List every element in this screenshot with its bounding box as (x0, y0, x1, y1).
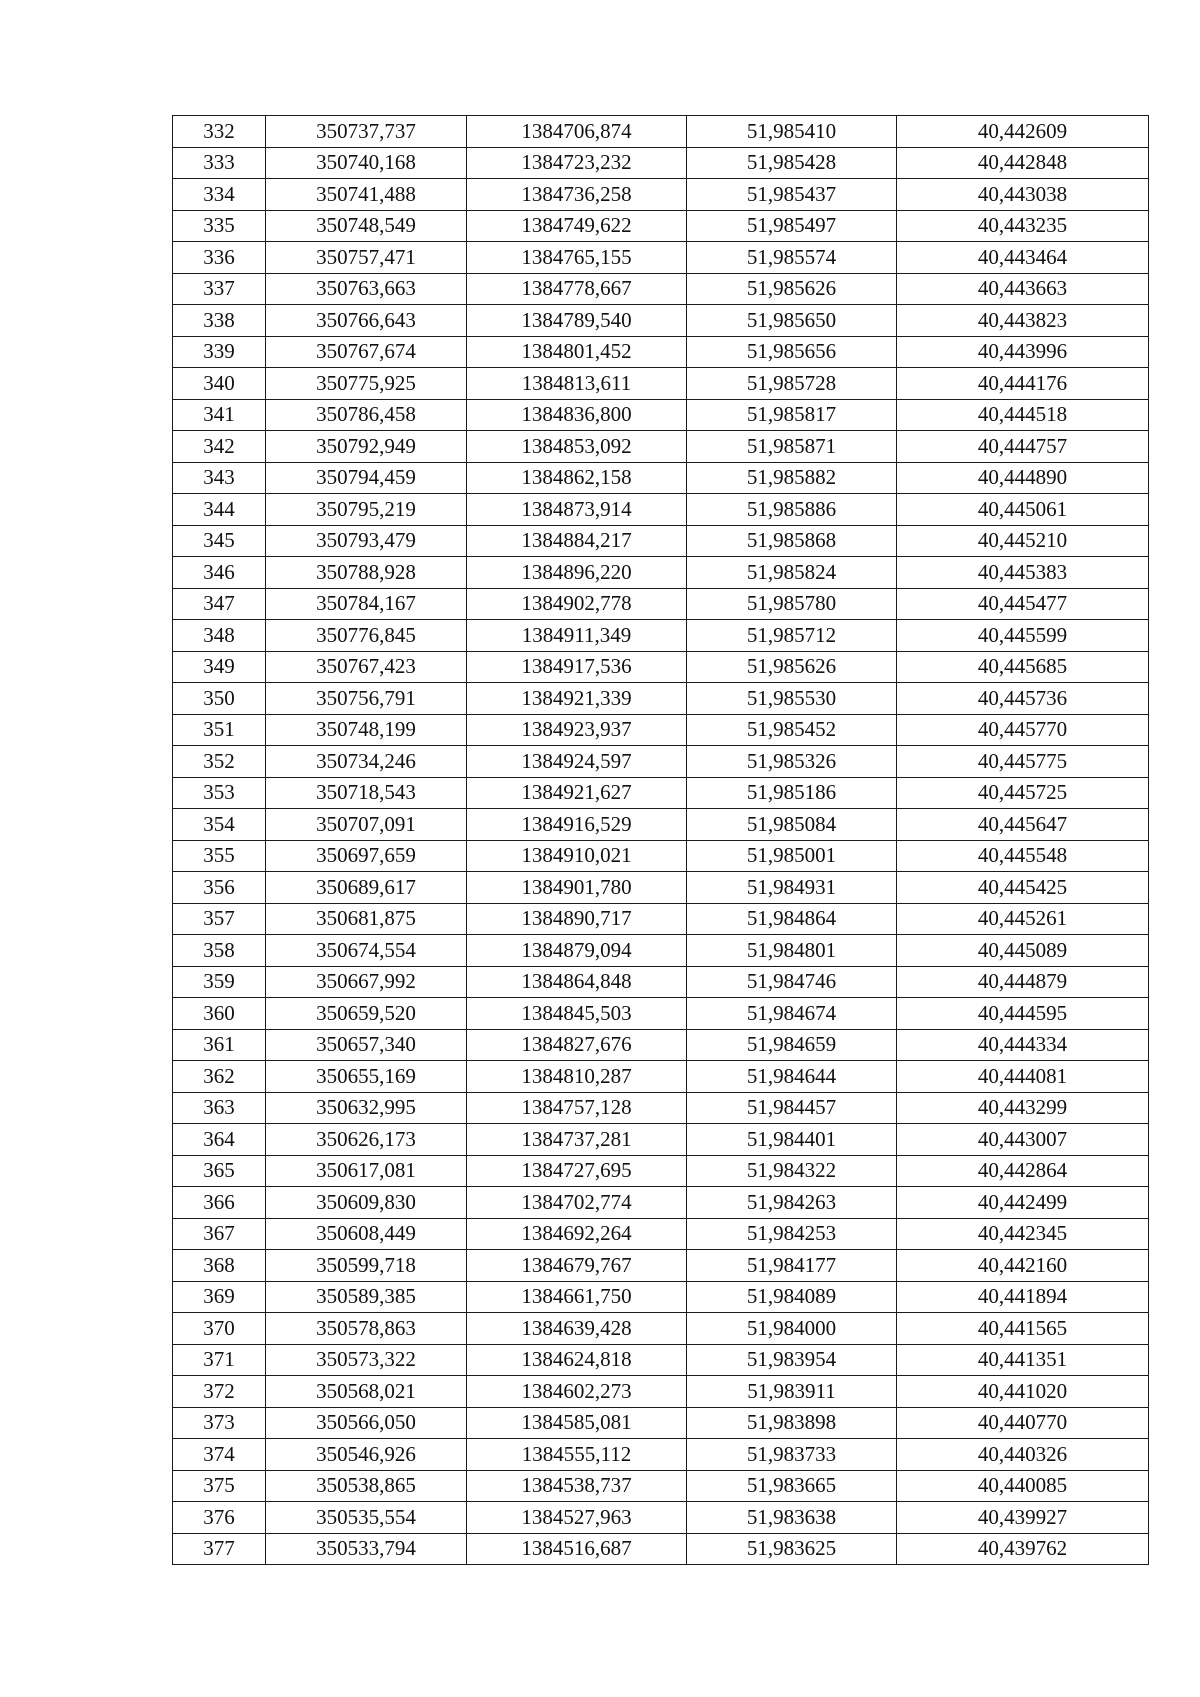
y-coordinate-cell: 1384757,128 (467, 1092, 687, 1124)
table-row (173, 714, 1149, 746)
longitude-cell: 40,445089 (897, 935, 1149, 967)
x-coordinate-cell: 350767,674 (266, 336, 467, 368)
point-number-cell: 355 (173, 840, 266, 872)
point-number-cell: 333 (173, 147, 266, 179)
longitude-cell: 40,440770 (897, 1407, 1149, 1439)
point-number-cell: 356 (173, 872, 266, 904)
y-coordinate-cell: 1384864,848 (467, 966, 687, 998)
point-number-cell: 357 (173, 903, 266, 935)
latitude-cell: 51,985882 (687, 462, 897, 494)
point-number-cell: 363 (173, 1092, 266, 1124)
x-coordinate-cell: 350794,459 (266, 462, 467, 494)
latitude-cell: 51,983733 (687, 1439, 897, 1471)
longitude-cell: 40,442848 (897, 147, 1149, 179)
x-coordinate-cell: 350766,643 (266, 305, 467, 337)
longitude-cell: 40,441894 (897, 1281, 1149, 1313)
point-number-cell: 364 (173, 1124, 266, 1156)
x-coordinate-cell: 350538,865 (266, 1470, 467, 1502)
latitude-cell: 51,984263 (687, 1187, 897, 1219)
point-number-cell: 366 (173, 1187, 266, 1219)
table-row (173, 1313, 1149, 1345)
table-row (173, 494, 1149, 526)
y-coordinate-cell: 1384538,737 (467, 1470, 687, 1502)
table-row (173, 1281, 1149, 1313)
point-number-cell: 371 (173, 1344, 266, 1376)
latitude-cell: 51,983665 (687, 1470, 897, 1502)
longitude-cell: 40,442499 (897, 1187, 1149, 1219)
table-row (173, 746, 1149, 778)
latitude-cell: 51,984644 (687, 1061, 897, 1093)
longitude-cell: 40,442864 (897, 1155, 1149, 1187)
y-coordinate-cell: 1384778,667 (467, 273, 687, 305)
latitude-cell: 51,984457 (687, 1092, 897, 1124)
longitude-cell: 40,445210 (897, 525, 1149, 557)
latitude-cell: 51,985780 (687, 588, 897, 620)
y-coordinate-cell: 1384789,540 (467, 305, 687, 337)
point-number-cell: 350 (173, 683, 266, 715)
longitude-cell: 40,443996 (897, 336, 1149, 368)
table-row (173, 305, 1149, 337)
point-number-cell: 365 (173, 1155, 266, 1187)
latitude-cell: 51,984659 (687, 1029, 897, 1061)
longitude-cell: 40,444081 (897, 1061, 1149, 1093)
longitude-cell: 40,442345 (897, 1218, 1149, 1250)
latitude-cell: 51,985712 (687, 620, 897, 652)
point-number-cell: 339 (173, 336, 266, 368)
latitude-cell: 51,984000 (687, 1313, 897, 1345)
latitude-cell: 51,985186 (687, 777, 897, 809)
latitude-cell: 51,983638 (687, 1502, 897, 1534)
y-coordinate-cell: 1384813,611 (467, 368, 687, 400)
y-coordinate-cell: 1384916,529 (467, 809, 687, 841)
latitude-cell: 51,984401 (687, 1124, 897, 1156)
point-number-cell: 346 (173, 557, 266, 589)
table-row (173, 210, 1149, 242)
table-row (173, 1155, 1149, 1187)
point-number-cell: 349 (173, 651, 266, 683)
longitude-cell: 40,443235 (897, 210, 1149, 242)
longitude-cell: 40,445685 (897, 651, 1149, 683)
table-row (173, 998, 1149, 1030)
longitude-cell: 40,441565 (897, 1313, 1149, 1345)
latitude-cell: 51,985824 (687, 557, 897, 589)
table-row (173, 1029, 1149, 1061)
x-coordinate-cell: 350533,794 (266, 1533, 467, 1565)
x-coordinate-cell: 350748,199 (266, 714, 467, 746)
longitude-cell: 40,441351 (897, 1344, 1149, 1376)
table-row (173, 525, 1149, 557)
point-number-cell: 345 (173, 525, 266, 557)
y-coordinate-cell: 1384911,349 (467, 620, 687, 652)
longitude-cell: 40,441020 (897, 1376, 1149, 1408)
table-row (173, 242, 1149, 274)
longitude-cell: 40,445725 (897, 777, 1149, 809)
point-number-cell: 369 (173, 1281, 266, 1313)
longitude-cell: 40,445599 (897, 620, 1149, 652)
latitude-cell: 51,985001 (687, 840, 897, 872)
latitude-cell: 51,985084 (687, 809, 897, 841)
table-row (173, 273, 1149, 305)
table-row (173, 588, 1149, 620)
x-coordinate-cell: 350608,449 (266, 1218, 467, 1250)
longitude-cell: 40,440085 (897, 1470, 1149, 1502)
longitude-cell: 40,439762 (897, 1533, 1149, 1565)
latitude-cell: 51,985497 (687, 210, 897, 242)
table-row (173, 1187, 1149, 1219)
longitude-cell: 40,443663 (897, 273, 1149, 305)
table-row (173, 1061, 1149, 1093)
latitude-cell: 51,984253 (687, 1218, 897, 1250)
x-coordinate-cell: 350707,091 (266, 809, 467, 841)
point-number-cell: 362 (173, 1061, 266, 1093)
point-number-cell: 334 (173, 179, 266, 211)
y-coordinate-cell: 1384555,112 (467, 1439, 687, 1471)
latitude-cell: 51,985626 (687, 273, 897, 305)
y-coordinate-cell: 1384679,767 (467, 1250, 687, 1282)
point-number-cell: 353 (173, 777, 266, 809)
y-coordinate-cell: 1384527,963 (467, 1502, 687, 1534)
latitude-cell: 51,984931 (687, 872, 897, 904)
x-coordinate-cell: 350659,520 (266, 998, 467, 1030)
x-coordinate-cell: 350740,168 (266, 147, 467, 179)
longitude-cell: 40,442609 (897, 116, 1149, 148)
point-number-cell: 368 (173, 1250, 266, 1282)
longitude-cell: 40,439927 (897, 1502, 1149, 1534)
longitude-cell: 40,443299 (897, 1092, 1149, 1124)
point-number-cell: 336 (173, 242, 266, 274)
y-coordinate-cell: 1384702,774 (467, 1187, 687, 1219)
y-coordinate-cell: 1384836,800 (467, 399, 687, 431)
table-row (173, 1344, 1149, 1376)
point-number-cell: 337 (173, 273, 266, 305)
table-row (173, 620, 1149, 652)
latitude-cell: 51,985656 (687, 336, 897, 368)
y-coordinate-cell: 1384810,287 (467, 1061, 687, 1093)
x-coordinate-cell: 350763,663 (266, 273, 467, 305)
latitude-cell: 51,985650 (687, 305, 897, 337)
longitude-cell: 40,442160 (897, 1250, 1149, 1282)
point-number-cell: 344 (173, 494, 266, 526)
table-row (173, 966, 1149, 998)
point-number-cell: 348 (173, 620, 266, 652)
latitude-cell: 51,985530 (687, 683, 897, 715)
longitude-cell: 40,445261 (897, 903, 1149, 935)
y-coordinate-cell: 1384901,780 (467, 872, 687, 904)
x-coordinate-cell: 350674,554 (266, 935, 467, 967)
latitude-cell: 51,983625 (687, 1533, 897, 1565)
longitude-cell: 40,445477 (897, 588, 1149, 620)
y-coordinate-cell: 1384921,627 (467, 777, 687, 809)
longitude-cell: 40,443007 (897, 1124, 1149, 1156)
x-coordinate-cell: 350784,167 (266, 588, 467, 620)
y-coordinate-cell: 1384765,155 (467, 242, 687, 274)
x-coordinate-cell: 350655,169 (266, 1061, 467, 1093)
longitude-cell: 40,443823 (897, 305, 1149, 337)
point-number-cell: 343 (173, 462, 266, 494)
table-row (173, 336, 1149, 368)
table-row (173, 1124, 1149, 1156)
x-coordinate-cell: 350568,021 (266, 1376, 467, 1408)
latitude-cell: 51,985452 (687, 714, 897, 746)
y-coordinate-cell: 1384845,503 (467, 998, 687, 1030)
point-number-cell: 338 (173, 305, 266, 337)
point-number-cell: 360 (173, 998, 266, 1030)
point-number-cell: 332 (173, 116, 266, 148)
point-number-cell: 374 (173, 1439, 266, 1471)
table-row (173, 903, 1149, 935)
y-coordinate-cell: 1384516,687 (467, 1533, 687, 1565)
table-row (173, 1376, 1149, 1408)
table-row (173, 1470, 1149, 1502)
x-coordinate-cell: 350657,340 (266, 1029, 467, 1061)
y-coordinate-cell: 1384602,273 (467, 1376, 687, 1408)
longitude-cell: 40,444757 (897, 431, 1149, 463)
x-coordinate-cell: 350609,830 (266, 1187, 467, 1219)
point-number-cell: 335 (173, 210, 266, 242)
table-row (173, 1250, 1149, 1282)
point-number-cell: 375 (173, 1470, 266, 1502)
latitude-cell: 51,983911 (687, 1376, 897, 1408)
longitude-cell: 40,443038 (897, 179, 1149, 211)
latitude-cell: 51,984089 (687, 1281, 897, 1313)
x-coordinate-cell: 350793,479 (266, 525, 467, 557)
table-row (173, 179, 1149, 211)
table-row (173, 1533, 1149, 1565)
x-coordinate-cell: 350566,050 (266, 1407, 467, 1439)
y-coordinate-cell: 1384873,914 (467, 494, 687, 526)
y-coordinate-cell: 1384879,094 (467, 935, 687, 967)
x-coordinate-cell: 350786,458 (266, 399, 467, 431)
y-coordinate-cell: 1384585,081 (467, 1407, 687, 1439)
y-coordinate-cell: 1384902,778 (467, 588, 687, 620)
y-coordinate-cell: 1384862,158 (467, 462, 687, 494)
point-number-cell: 367 (173, 1218, 266, 1250)
table-row (173, 1092, 1149, 1124)
longitude-cell: 40,444890 (897, 462, 1149, 494)
table-row (173, 872, 1149, 904)
y-coordinate-cell: 1384706,874 (467, 116, 687, 148)
x-coordinate-cell: 350535,554 (266, 1502, 467, 1534)
x-coordinate-cell: 350757,471 (266, 242, 467, 274)
longitude-cell: 40,444879 (897, 966, 1149, 998)
y-coordinate-cell: 1384884,217 (467, 525, 687, 557)
x-coordinate-cell: 350546,926 (266, 1439, 467, 1471)
longitude-cell: 40,443464 (897, 242, 1149, 274)
x-coordinate-cell: 350767,423 (266, 651, 467, 683)
y-coordinate-cell: 1384692,264 (467, 1218, 687, 1250)
x-coordinate-cell: 350578,863 (266, 1313, 467, 1345)
x-coordinate-cell: 350737,737 (266, 116, 467, 148)
x-coordinate-cell: 350776,845 (266, 620, 467, 652)
y-coordinate-cell: 1384921,339 (467, 683, 687, 715)
y-coordinate-cell: 1384736,258 (467, 179, 687, 211)
longitude-cell: 40,445775 (897, 746, 1149, 778)
x-coordinate-cell: 350718,543 (266, 777, 467, 809)
point-number-cell: 341 (173, 399, 266, 431)
x-coordinate-cell: 350697,659 (266, 840, 467, 872)
y-coordinate-cell: 1384923,937 (467, 714, 687, 746)
table-row (173, 935, 1149, 967)
table-row (173, 651, 1149, 683)
point-number-cell: 361 (173, 1029, 266, 1061)
point-number-cell: 370 (173, 1313, 266, 1345)
latitude-cell: 51,984177 (687, 1250, 897, 1282)
x-coordinate-cell: 350741,488 (266, 179, 467, 211)
y-coordinate-cell: 1384661,750 (467, 1281, 687, 1313)
table-row (173, 116, 1149, 148)
latitude-cell: 51,985886 (687, 494, 897, 526)
point-number-cell: 359 (173, 966, 266, 998)
latitude-cell: 51,985410 (687, 116, 897, 148)
latitude-cell: 51,985574 (687, 242, 897, 274)
y-coordinate-cell: 1384737,281 (467, 1124, 687, 1156)
coordinate-table (172, 115, 1149, 1565)
y-coordinate-cell: 1384727,695 (467, 1155, 687, 1187)
table-row (173, 557, 1149, 589)
longitude-cell: 40,445647 (897, 809, 1149, 841)
x-coordinate-cell: 350775,925 (266, 368, 467, 400)
y-coordinate-cell: 1384624,818 (467, 1344, 687, 1376)
table-row (173, 777, 1149, 809)
longitude-cell: 40,445736 (897, 683, 1149, 715)
latitude-cell: 51,985326 (687, 746, 897, 778)
latitude-cell: 51,985437 (687, 179, 897, 211)
table-row (173, 1407, 1149, 1439)
point-number-cell: 376 (173, 1502, 266, 1534)
latitude-cell: 51,983898 (687, 1407, 897, 1439)
y-coordinate-cell: 1384801,452 (467, 336, 687, 368)
point-number-cell: 354 (173, 809, 266, 841)
x-coordinate-cell: 350792,949 (266, 431, 467, 463)
latitude-cell: 51,984864 (687, 903, 897, 935)
longitude-cell: 40,445425 (897, 872, 1149, 904)
x-coordinate-cell: 350599,718 (266, 1250, 467, 1282)
point-number-cell: 377 (173, 1533, 266, 1565)
latitude-cell: 51,984801 (687, 935, 897, 967)
x-coordinate-cell: 350573,322 (266, 1344, 467, 1376)
x-coordinate-cell: 350617,081 (266, 1155, 467, 1187)
table-row (173, 462, 1149, 494)
table-row (173, 431, 1149, 463)
x-coordinate-cell: 350756,791 (266, 683, 467, 715)
latitude-cell: 51,985871 (687, 431, 897, 463)
latitude-cell: 51,984322 (687, 1155, 897, 1187)
longitude-cell: 40,445383 (897, 557, 1149, 589)
latitude-cell: 51,983954 (687, 1344, 897, 1376)
x-coordinate-cell: 350632,995 (266, 1092, 467, 1124)
longitude-cell: 40,445061 (897, 494, 1149, 526)
table-row (173, 1439, 1149, 1471)
point-number-cell: 340 (173, 368, 266, 400)
table-row (173, 809, 1149, 841)
table-row (173, 1218, 1149, 1250)
longitude-cell: 40,445548 (897, 840, 1149, 872)
y-coordinate-cell: 1384890,717 (467, 903, 687, 935)
point-number-cell: 342 (173, 431, 266, 463)
longitude-cell: 40,444176 (897, 368, 1149, 400)
longitude-cell: 40,444334 (897, 1029, 1149, 1061)
latitude-cell: 51,984746 (687, 966, 897, 998)
point-number-cell: 351 (173, 714, 266, 746)
point-number-cell: 372 (173, 1376, 266, 1408)
x-coordinate-cell: 350626,173 (266, 1124, 467, 1156)
latitude-cell: 51,984674 (687, 998, 897, 1030)
x-coordinate-cell: 350589,385 (266, 1281, 467, 1313)
latitude-cell: 51,985868 (687, 525, 897, 557)
point-number-cell: 352 (173, 746, 266, 778)
y-coordinate-cell: 1384827,676 (467, 1029, 687, 1061)
x-coordinate-cell: 350788,928 (266, 557, 467, 589)
x-coordinate-cell: 350748,549 (266, 210, 467, 242)
longitude-cell: 40,445770 (897, 714, 1149, 746)
point-number-cell: 373 (173, 1407, 266, 1439)
longitude-cell: 40,444518 (897, 399, 1149, 431)
table-row (173, 683, 1149, 715)
y-coordinate-cell: 1384853,092 (467, 431, 687, 463)
longitude-cell: 40,444595 (897, 998, 1149, 1030)
x-coordinate-cell: 350689,617 (266, 872, 467, 904)
coordinate-table-body (173, 116, 1149, 1565)
table-row (173, 399, 1149, 431)
x-coordinate-cell: 350734,246 (266, 746, 467, 778)
y-coordinate-cell: 1384924,597 (467, 746, 687, 778)
y-coordinate-cell: 1384723,232 (467, 147, 687, 179)
y-coordinate-cell: 1384749,622 (467, 210, 687, 242)
longitude-cell: 40,440326 (897, 1439, 1149, 1471)
table-row (173, 1502, 1149, 1534)
latitude-cell: 51,985626 (687, 651, 897, 683)
y-coordinate-cell: 1384910,021 (467, 840, 687, 872)
table-row (173, 147, 1149, 179)
x-coordinate-cell: 350795,219 (266, 494, 467, 526)
y-coordinate-cell: 1384917,536 (467, 651, 687, 683)
point-number-cell: 347 (173, 588, 266, 620)
x-coordinate-cell: 350667,992 (266, 966, 467, 998)
table-row (173, 368, 1149, 400)
latitude-cell: 51,985428 (687, 147, 897, 179)
point-number-cell: 358 (173, 935, 266, 967)
latitude-cell: 51,985728 (687, 368, 897, 400)
latitude-cell: 51,985817 (687, 399, 897, 431)
y-coordinate-cell: 1384639,428 (467, 1313, 687, 1345)
table-row (173, 840, 1149, 872)
x-coordinate-cell: 350681,875 (266, 903, 467, 935)
y-coordinate-cell: 1384896,220 (467, 557, 687, 589)
